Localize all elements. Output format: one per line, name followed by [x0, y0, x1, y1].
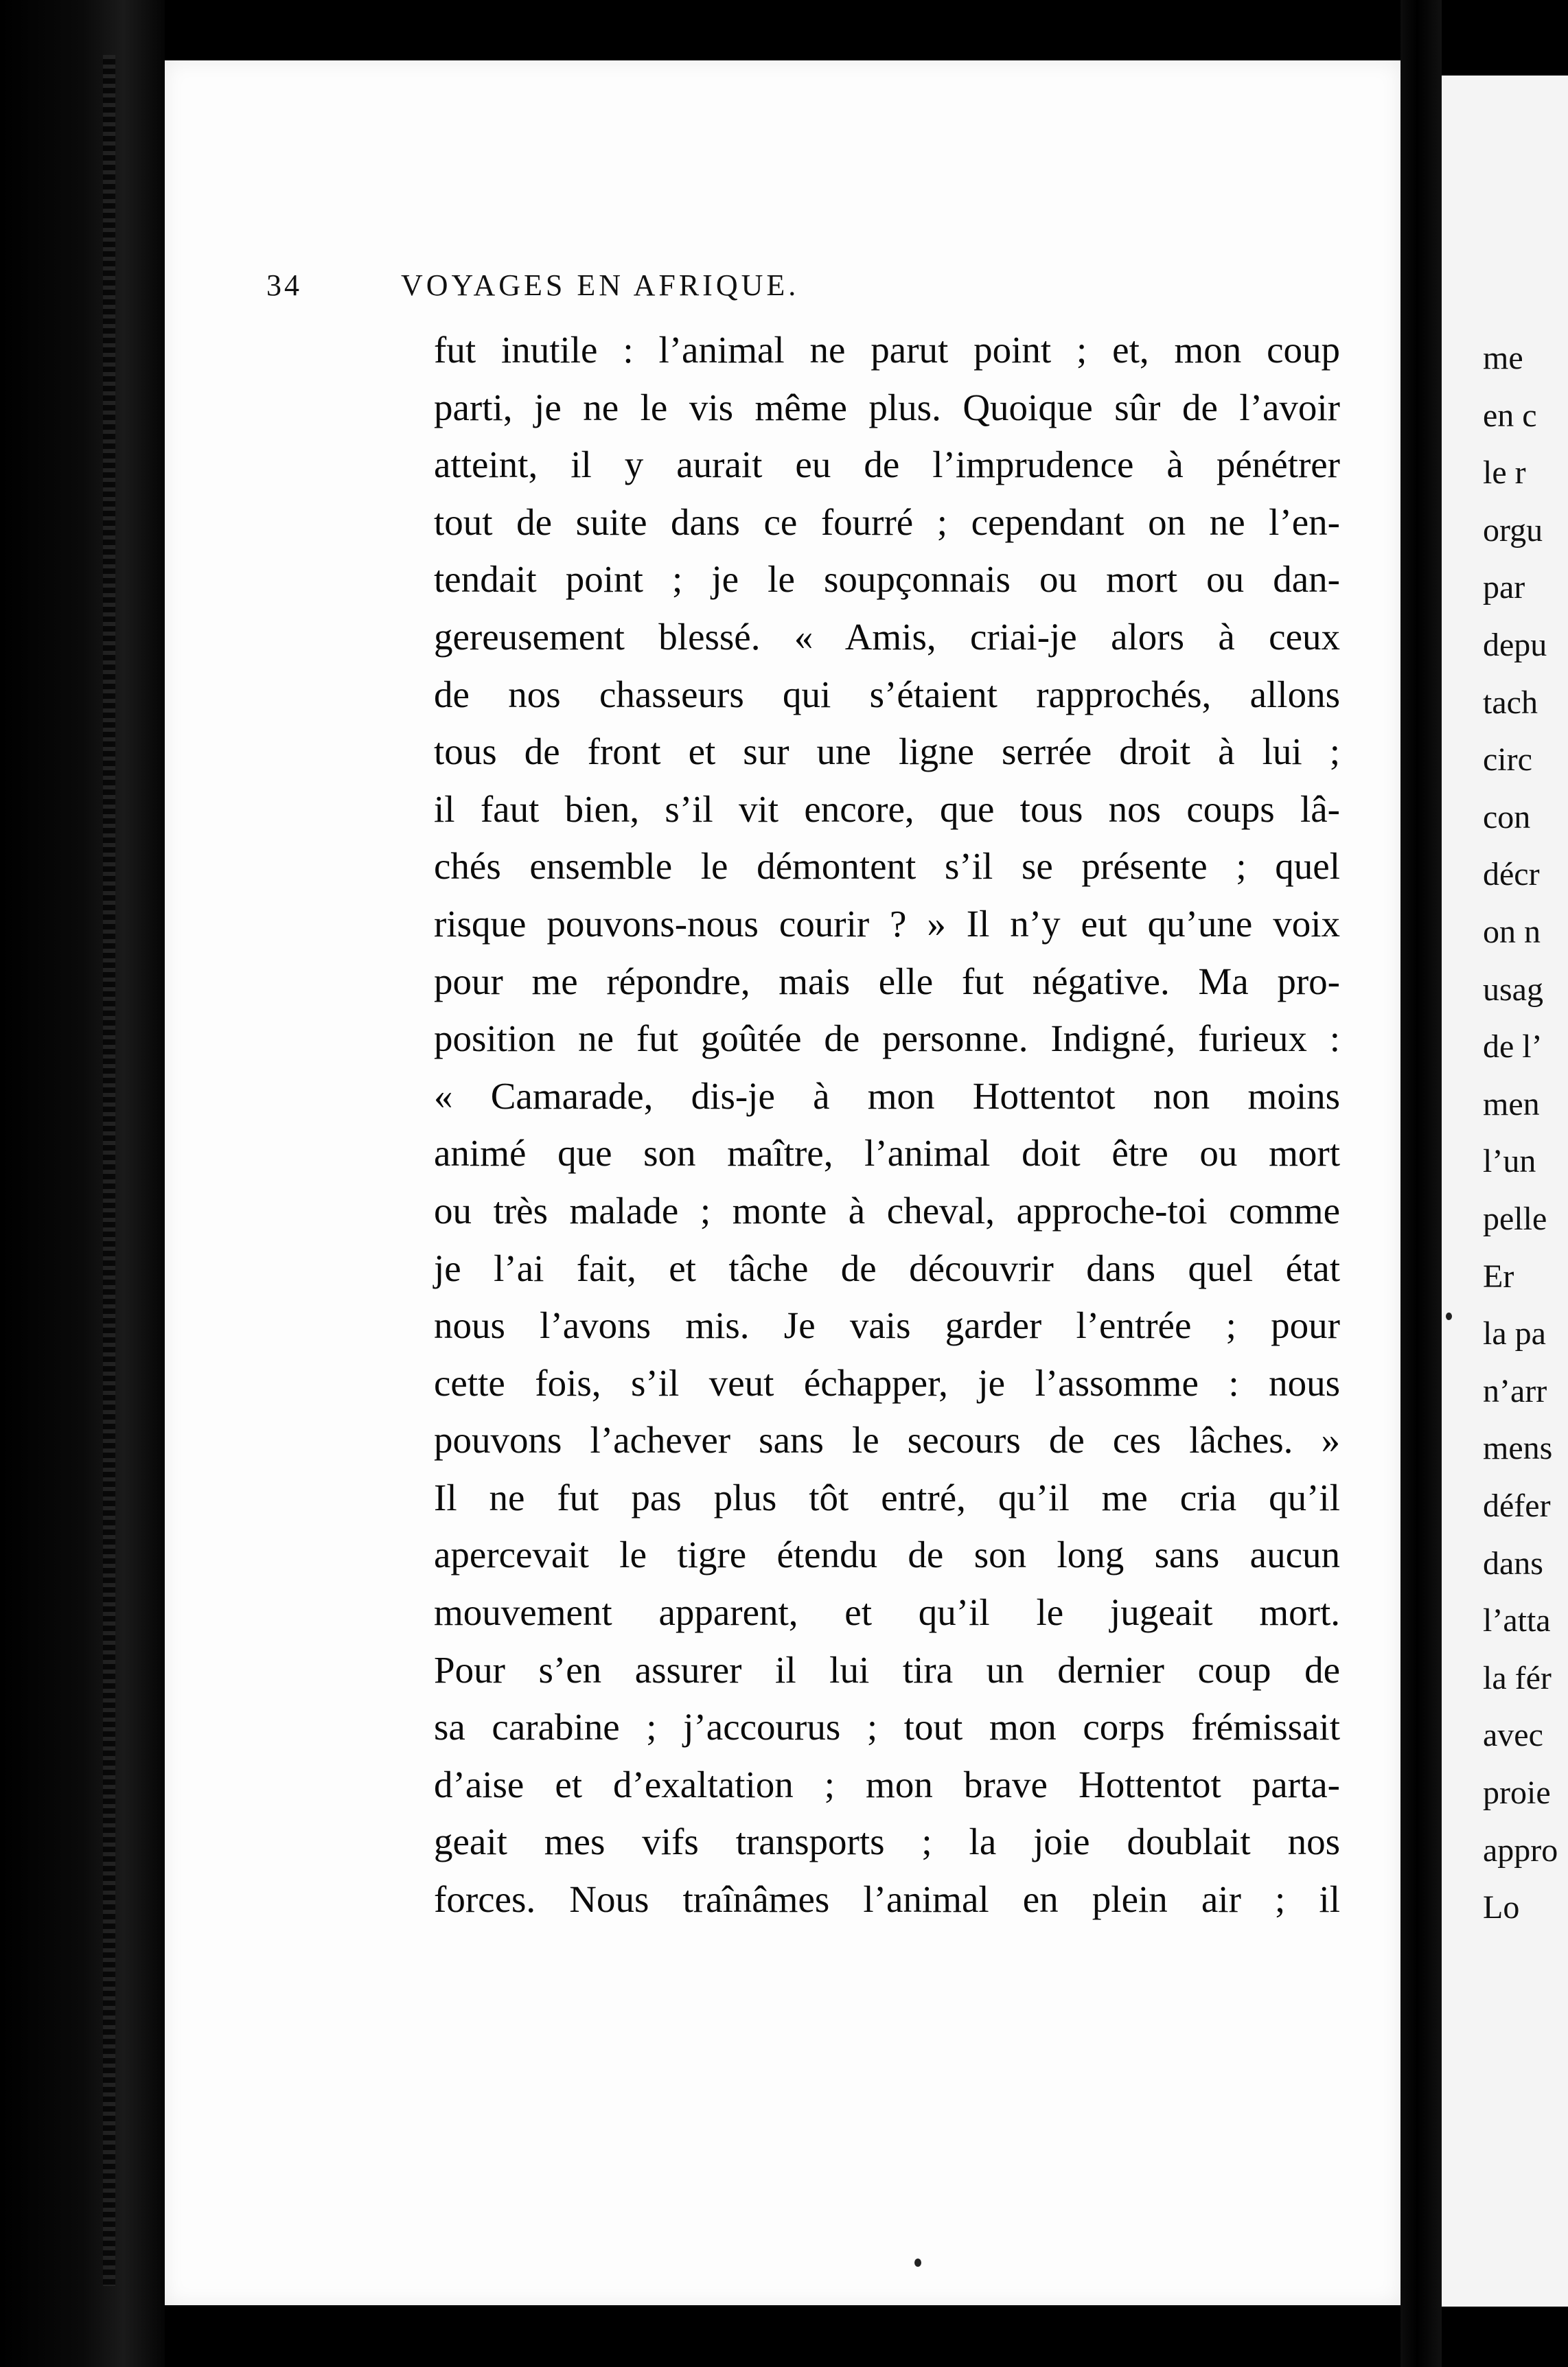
next-page-fragment: tach	[1483, 684, 1538, 721]
body-text	[434, 321, 1340, 1928]
text-line: mouvement apparent, et qu’il le jugeait mort.	[434, 1591, 1340, 1634]
text-line: cette fois, s’il veut échapper, je l’assomme : nous	[434, 1361, 1340, 1404]
text-line: tout de suite dans ce fourré ; cependant on ne l’en-	[434, 500, 1340, 543]
text-line: gereusement blessé. « Amis, criai-je alors à ceux	[434, 615, 1340, 658]
next-page-fragment: Er	[1483, 1258, 1514, 1295]
next-page-fragment: l’atta	[1483, 1602, 1551, 1639]
text-line: risque pouvons-nous courir ? » Il n’y eut qu’une voix	[434, 902, 1340, 945]
text-line: parti, je ne le vis même plus. Quoique sûr de l’avoir	[434, 386, 1340, 428]
next-page-fragment: la pa	[1483, 1315, 1546, 1352]
text-line: « Camarade, dis-je à mon Hottentot non moins	[434, 1074, 1340, 1117]
text-line: pouvons l’achever sans le secours de ces lâches. »	[434, 1419, 1340, 1462]
next-page-fragment: circ	[1483, 741, 1532, 778]
text-line: apercevait le tigre étendu de son long sans aucun	[434, 1534, 1340, 1576]
text-line: je l’ai fait, et tâche de découvrir dans quel état	[434, 1247, 1340, 1289]
next-page-fragment: l’un	[1483, 1143, 1536, 1180]
text-line: d’aise et d’exaltation ; mon brave Hottentot parta-	[434, 1763, 1340, 1805]
text-line: tendait point ; je le soupçonnais ou mort ou dan-	[434, 558, 1340, 601]
text-line: il faut bien, s’il vit encore, que tous nos coups lâ-	[434, 787, 1340, 830]
text-line: geait mes vifs transports ; la joie doublait nos	[434, 1821, 1340, 1863]
running-title: VOYAGES EN AFRIQUE.	[401, 268, 800, 302]
next-page-fragment: depu	[1483, 627, 1547, 663]
print-speck	[914, 2259, 921, 2267]
next-page-fragment: de l’	[1483, 1028, 1543, 1065]
page-number: 34	[266, 268, 302, 302]
next-page-fragment: le r	[1483, 454, 1526, 492]
next-page-fragment: mens	[1483, 1430, 1553, 1467]
next-page-fragment: Lo	[1483, 1889, 1520, 1926]
next-page-fragment: men	[1483, 1085, 1540, 1122]
text-line: forces. Nous traînâmes l’animal en plein air ; il	[434, 1878, 1340, 1921]
text-line: Il ne fut pas plus tôt entré, qu’il me cria qu’il	[434, 1476, 1340, 1519]
text-line: pour me répondre, mais elle fut négative. Ma pro-	[434, 960, 1340, 1002]
text-line: de nos chasseurs qui s’étaient rapprochés, allons	[434, 673, 1340, 715]
next-page-fragment: orgu	[1483, 511, 1543, 549]
text-line: chés ensemble le démontent s’il se présente ; quel	[434, 845, 1340, 888]
print-speck	[1446, 1313, 1452, 1320]
next-page-fragment: en c	[1483, 397, 1537, 434]
next-page-fragment: décr	[1483, 856, 1540, 893]
next-page-fragment: appro	[1483, 1832, 1558, 1869]
text-line: position ne fut goûtée de personne. Indigné, furieux :	[434, 1017, 1340, 1060]
next-page-fragment: me	[1483, 340, 1523, 376]
next-page-fragment: par	[1483, 569, 1525, 606]
next-page-fragment: con	[1483, 798, 1531, 835]
next-page-fragment: on n	[1483, 914, 1541, 950]
book-gutter	[1400, 0, 1442, 2367]
next-page-fragment: usag	[1483, 971, 1543, 1008]
text-line: tous de front et sur une ligne serrée droit à lui ;	[434, 730, 1340, 773]
next-page-edge	[1442, 76, 1568, 2307]
next-page-fragment: proie	[1483, 1775, 1551, 1811]
next-page-fragment: n’arr	[1483, 1372, 1547, 1409]
text-line: Pour s’en assurer il lui tira un dernier coup de	[434, 1648, 1340, 1691]
next-page-fragment: défer	[1483, 1488, 1551, 1524]
text-line: animé que son maître, l’animal doit être ou mort	[434, 1132, 1340, 1175]
text-line: nous l’avons mis. Je vais garder l’entrée ; pour	[434, 1304, 1340, 1347]
next-page-fragment: dans	[1483, 1545, 1543, 1582]
next-page-fragment: la fér	[1483, 1659, 1552, 1696]
next-page-fragment: pelle	[1483, 1201, 1547, 1237]
page-header	[266, 268, 1159, 309]
text-line: sa carabine ; j’accourus ; tout mon corps frémissait	[434, 1706, 1340, 1748]
text-line: ou très malade ; monte à cheval, approche-toi comme	[434, 1189, 1340, 1232]
book-binding-shadow	[0, 0, 165, 2367]
next-page-fragment: avec	[1483, 1717, 1543, 1754]
text-line: atteint, il y aurait eu de l’imprudence à pénétrer	[434, 443, 1340, 486]
text-line: fut inutile : l’animal ne parut point ; et, mon coup	[434, 329, 1340, 371]
